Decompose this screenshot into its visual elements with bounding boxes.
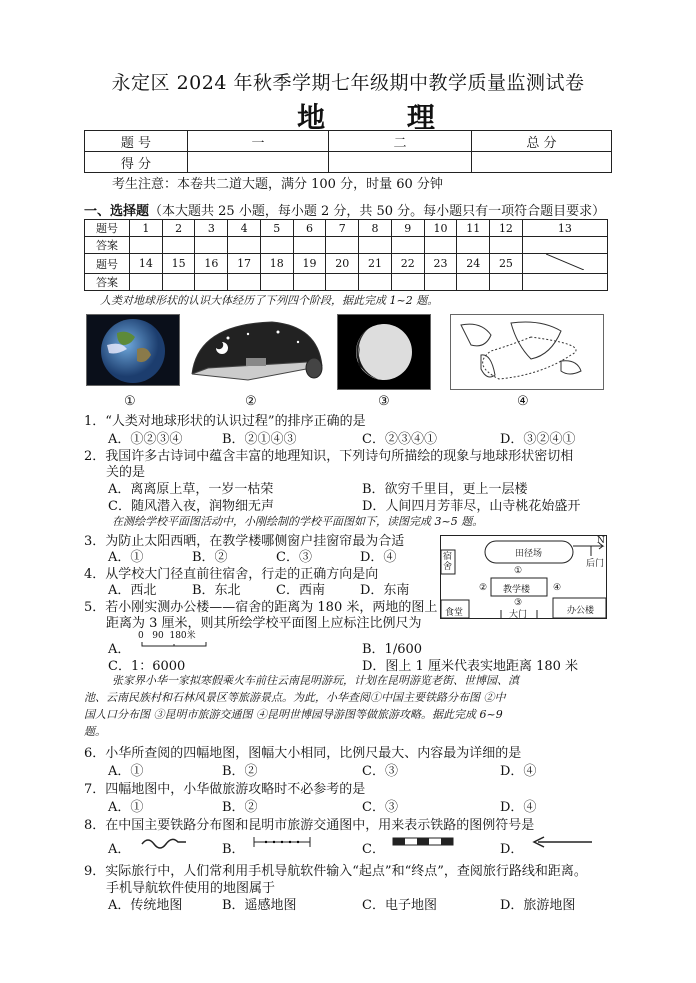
intro-3-line3: 国人口分布图 ③昆明市旅游交通图 ④昆明世博园导游图等做旅游攻略。据此完成 6~9 (84, 708, 503, 721)
answer-cell[interactable] (522, 274, 607, 291)
q3-option-d[interactable]: D．④ (360, 550, 397, 565)
q9-option-a[interactable]: A．传统地图 (108, 898, 183, 913)
score-cell[interactable] (472, 152, 612, 173)
answer-cell[interactable] (457, 237, 490, 254)
q4-stem: 4．从学校大门径直前往宿舍，行走的正确方向是向 (84, 567, 379, 582)
mark-1: ① (514, 566, 523, 576)
q1-option-c[interactable]: C．②③④① (362, 432, 437, 447)
question-number-cell: 13 (522, 220, 607, 237)
q6-stem: 6．小华所查阅的四幅地图，图幅大小相同，比例尺最大、内容最为详细的是 (84, 746, 522, 761)
answer-label: 题号 (85, 254, 130, 274)
answer-cell[interactable] (490, 237, 523, 254)
answer-cell[interactable] (457, 274, 490, 291)
intro-3-line1: 张家界小华一家拟寒假乘火车前往云南昆明游玩，计划在昆明游览老街、世博园、滇 (112, 674, 519, 687)
score-col-total: 总 分 (472, 131, 612, 152)
question-number-cell: 4 (228, 220, 261, 237)
mark-3: ③ (514, 598, 523, 608)
question-number-cell: 24 (457, 254, 490, 274)
answer-cell[interactable] (424, 274, 457, 291)
earth-photo (86, 314, 180, 386)
score-cell[interactable] (188, 152, 329, 173)
q2-option-a[interactable]: A．离离原上草，一岁一枯荣 (108, 482, 274, 497)
answer-cell[interactable] (326, 237, 359, 254)
image-caption-1: ① (124, 394, 136, 409)
score-table (84, 130, 612, 173)
score-cell[interactable] (329, 152, 472, 173)
q4-option-a[interactable]: A．西北 (108, 583, 157, 598)
q4-option-c[interactable]: C．西南 (276, 583, 325, 598)
q7-option-b[interactable]: B．② (222, 800, 258, 815)
score-col-label: 题 号 (85, 131, 188, 152)
question-number-cell: 14 (130, 254, 163, 274)
answer-cell[interactable] (162, 274, 195, 291)
answer-cell[interactable] (162, 237, 195, 254)
q9-option-d[interactable]: D．旅游地图 (500, 898, 576, 913)
canteen-label: 食堂 (445, 608, 464, 618)
q2-option-c[interactable]: C．随风潜入夜，润物细无声 (108, 499, 274, 514)
question-number-cell: 19 (293, 254, 326, 274)
question-number-cell: 3 (195, 220, 228, 237)
intro-3-line2: 池、云南民族村和石林风景区等旅游景点。为此，小华查阅①中国主要铁路分布图 ②中 (84, 691, 506, 704)
railway-symbol-icon (392, 836, 454, 848)
section1-desc: （本大题共 25 小题，每小题 2 分，共 50 分。每小题只有一项符合题目要求） (149, 204, 606, 219)
question-number-cell: 10 (424, 220, 457, 237)
q9-stem-cont: 手机导航软件使用的地图属于 (106, 881, 276, 896)
answer-cell[interactable] (260, 274, 293, 291)
answer-cell[interactable] (424, 237, 457, 254)
q6-option-d[interactable]: D．④ (500, 764, 537, 779)
voyage-map (450, 314, 604, 390)
intro-1: 人类对地球形状的认识大体经历了下列四个阶段，据此完成 1~2 题。 (100, 294, 439, 307)
q9-option-b[interactable]: B．遥感地图 (222, 898, 297, 913)
q1-option-d[interactable]: D．③②④① (500, 432, 576, 447)
answer-cell[interactable] (326, 274, 359, 291)
image-caption-4: ④ (517, 394, 529, 409)
subject-title: 地 理 (297, 101, 471, 134)
score-col-2: 二 (329, 131, 472, 152)
diagonal-line-icon (546, 254, 584, 270)
answer-label: 答案 (85, 237, 130, 254)
answer-table (84, 219, 608, 291)
q3-option-a[interactable]: A．① (108, 550, 144, 565)
answer-cell[interactable] (130, 274, 163, 291)
q8-option-c[interactable]: C． (362, 842, 385, 857)
answer-cell[interactable] (490, 274, 523, 291)
intro-3-line4: 题。 (84, 725, 106, 738)
q8-option-b[interactable]: B． (222, 842, 245, 857)
scale-bar (138, 628, 228, 650)
score-col-1: 一 (188, 131, 329, 152)
answer-cell[interactable] (130, 237, 163, 254)
q7-option-d[interactable]: D．④ (500, 800, 537, 815)
north-arrow-label: N (597, 536, 605, 546)
question-number-cell: 9 (391, 220, 424, 237)
answer-blank-cell (522, 254, 607, 274)
answer-cell[interactable] (293, 237, 326, 254)
question-number-cell: 8 (359, 220, 392, 237)
answer-label: 答案 (85, 274, 130, 291)
question-number-cell: 2 (162, 220, 195, 237)
question-number-cell: 20 (326, 254, 359, 274)
question-number-cell: 7 (326, 220, 359, 237)
q7-stem: 7．四幅地图中，小华做旅游攻略时不必参考的是 (84, 782, 366, 797)
answer-cell[interactable] (260, 237, 293, 254)
earth-globe-icon (87, 315, 179, 385)
answer-cell[interactable] (228, 274, 261, 291)
answer-cell[interactable] (195, 274, 228, 291)
scale-bar-numbers: 0 90 180米 (138, 631, 196, 641)
q5-option-b[interactable]: B．1/600 (362, 642, 423, 657)
question-number-cell: 23 (424, 254, 457, 274)
answer-cell[interactable] (359, 274, 392, 291)
q4-option-b[interactable]: B．东北 (192, 583, 241, 598)
dorm-label: 宿舍 (443, 552, 453, 572)
section1-heading (84, 200, 605, 219)
heaven-dome-icon (188, 316, 326, 388)
moon-icon (338, 315, 430, 389)
q6-option-a[interactable]: A．① (108, 764, 144, 779)
q3-stem: 3．为防止太阳西晒，在教学楼哪侧窗户挂窗帘最为合适 (84, 534, 405, 549)
q9-stem: 9．实际旅行中，人们常利用手机导航软件输入“起点”和“终点”，查阅旅行路线和距离。 (84, 864, 587, 879)
q8-option-d[interactable]: D． (500, 842, 524, 857)
world-route-map-icon (451, 315, 603, 389)
dotted-border-symbol-icon (252, 834, 312, 850)
q2-option-d[interactable]: D．人间四月芳菲尽，山寺桃花始盛开 (362, 499, 581, 514)
exam-title: 永定区 2024 年秋季学期七年级期中教学质量监测试卷 (111, 72, 585, 94)
wavy-line-symbol-icon (140, 832, 190, 852)
q5-option-c[interactable]: C．1：6000 (108, 659, 186, 674)
q6-option-b[interactable]: B．② (222, 764, 258, 779)
q6-option-c[interactable]: C．③ (362, 764, 398, 779)
sky-dome-drawing (188, 316, 326, 388)
q1-option-b[interactable]: B．②①④③ (222, 432, 297, 447)
section1-title: 一、选择题 (84, 204, 150, 219)
school-plan-map (440, 535, 607, 619)
q5-option-a[interactable]: A． (108, 642, 131, 657)
arrow-symbol-icon (530, 834, 594, 850)
q7-option-a[interactable]: A．① (108, 800, 144, 815)
image-caption-2: ② (245, 394, 257, 409)
q2-option-b[interactable]: B．欲穷千里目，更上一层楼 (362, 482, 528, 497)
answer-cell[interactable] (391, 274, 424, 291)
question-number-cell: 5 (260, 220, 293, 237)
q2-stem-cont: 关的是 (106, 465, 146, 480)
score-row-label: 得 分 (85, 152, 188, 173)
field-label: 田径场 (515, 549, 543, 559)
question-number-cell: 6 (293, 220, 326, 237)
q8-option-a[interactable]: A． (108, 842, 131, 857)
question-number-cell: 22 (391, 254, 424, 274)
answer-cell[interactable] (293, 274, 326, 291)
question-number-cell: 12 (490, 220, 523, 237)
q8-stem: 8．在中国主要铁路分布图和昆明市旅游交通图中，用来表示铁路的图例符号是 (84, 818, 535, 833)
teaching-building-label: 教学楼 (503, 585, 531, 595)
exam-notice: 考生注意：本卷共二道大题，满分 100 分，时量 60 分钟 (112, 177, 443, 192)
q1-stem: 1．“人类对地球形状的认识过程”的排序正确的是 (84, 414, 366, 429)
q4-option-d[interactable]: D．东南 (360, 583, 410, 598)
question-number-cell: 17 (228, 254, 261, 274)
scale-bar-icon (138, 628, 228, 650)
answer-cell[interactable] (228, 237, 261, 254)
question-number-cell: 21 (359, 254, 392, 274)
back-gate-label: 后门 (586, 559, 605, 569)
q5-stem: 5．若小刚实测办公楼——宿舍的距离为 180 米，两地的图上 (84, 600, 438, 615)
q3-option-b[interactable]: B．② (192, 550, 228, 565)
q5-stem-cont: 距离为 3 厘米，则其所绘学校平面图上应标注比例尺为 (106, 616, 422, 631)
q9-option-c[interactable]: C．电子地图 (362, 898, 437, 913)
lunar-eclipse-photo (337, 314, 431, 390)
gate-label: 大门 (509, 610, 528, 620)
q7-option-c[interactable]: C．③ (362, 800, 398, 815)
q3-option-c[interactable]: C．③ (276, 550, 312, 565)
intro-2: 在测绘学校平面图活动中，小刚绘制的学校平面图如下，读图完成 3~5 题。 (112, 515, 484, 528)
question-number-cell: 16 (195, 254, 228, 274)
q2-stem: 2．我国许多古诗词中蕴含丰富的地理知识，下列诗句所描绘的现象与地球形状密切相 (84, 449, 574, 464)
q5-option-d[interactable]: D．图上 1 厘米代表实地距离 180 米 (362, 659, 579, 674)
answer-cell[interactable] (359, 237, 392, 254)
image-caption-3: ③ (378, 394, 390, 409)
question-number-cell: 11 (457, 220, 490, 237)
question-number-cell: 15 (162, 254, 195, 274)
mark-2: ② (479, 583, 488, 593)
question-number-cell: 18 (260, 254, 293, 274)
answer-label: 题号 (85, 220, 130, 237)
question-number-cell: 25 (490, 254, 523, 274)
mark-4: ④ (553, 583, 562, 593)
office-label: 办公楼 (567, 606, 595, 616)
q1-option-a[interactable]: A．①②③④ (108, 432, 183, 447)
question-number-cell: 1 (130, 220, 163, 237)
answer-cell[interactable] (522, 237, 607, 254)
answer-cell[interactable] (391, 237, 424, 254)
answer-cell[interactable] (195, 237, 228, 254)
